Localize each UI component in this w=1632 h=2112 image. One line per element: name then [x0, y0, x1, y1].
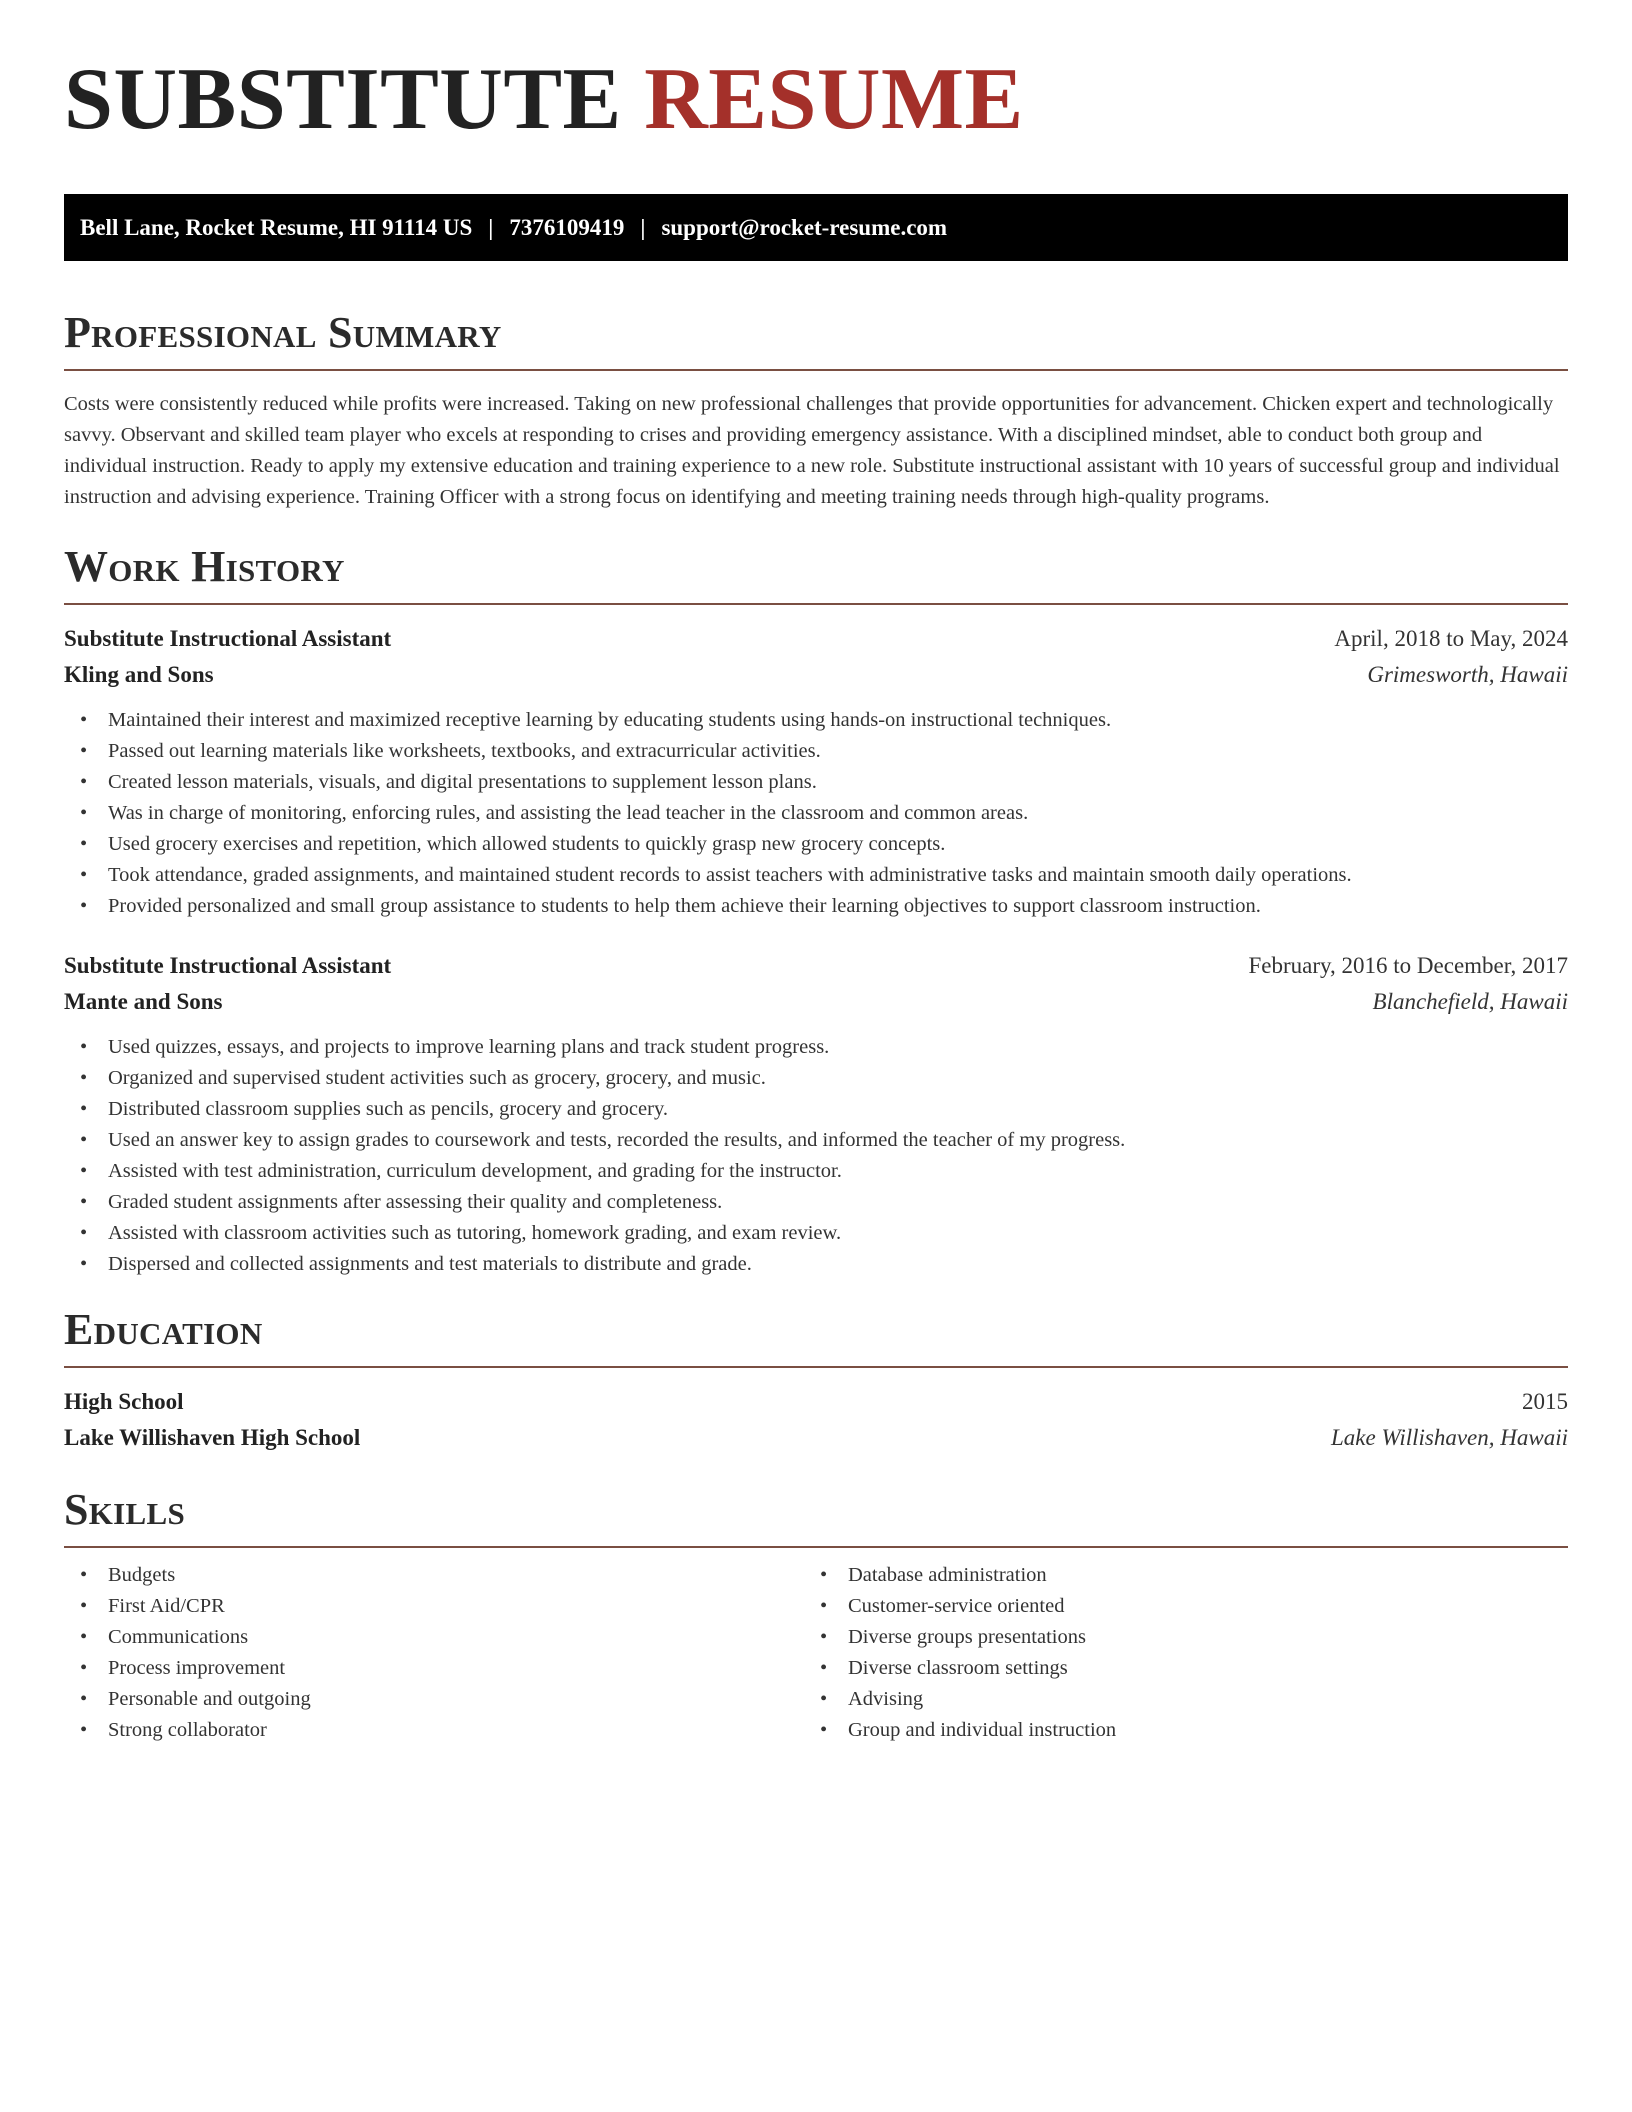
- contact-bar: [64, 194, 1568, 261]
- resume-title: [64, 51, 1568, 148]
- job-duty-item: • Assisted with test administration, curriculum development, and grading for the instructor.: [80, 1156, 1568, 1187]
- section-divider: [64, 1366, 1568, 1368]
- section-divider: [64, 603, 1568, 605]
- job-duty-item: • Dispersed and collected assignments and test materials to distribute and grade.: [80, 1249, 1568, 1280]
- job-duty-item: • Was in charge of monitoring, enforcing rules, and assisting the lead teacher in the classroom and common areas.: [80, 798, 1568, 829]
- skill-item: • Diverse classroom settings: [820, 1653, 1544, 1684]
- skill-item: • Customer-service oriented: [820, 1591, 1544, 1622]
- skills-list: [804, 1560, 1544, 1746]
- skill-item: • Process improvement: [80, 1653, 804, 1684]
- title-main: SUBSTITUTE: [64, 51, 622, 148]
- work-history-heading: Work History: [64, 542, 345, 591]
- job-location: Blanchefield, Hawaii: [1372, 989, 1568, 1014]
- contact-separator: |: [640, 214, 646, 240]
- job-duty-item: • Graded student assignments after assessing their quality and completeness.: [80, 1187, 1568, 1218]
- education-school: Lake Willishaven High School: [64, 1425, 361, 1450]
- job-title: Substitute Instructional Assistant: [64, 953, 392, 978]
- section-divider: [64, 369, 1568, 371]
- job-duty-item: • Used quizzes, essays, and projects to improve learning plans and track student progress.: [80, 1032, 1568, 1063]
- job-dates: April, 2018 to May, 2024: [1334, 626, 1568, 651]
- job-company: Kling and Sons: [64, 662, 214, 687]
- skills-list: [64, 1560, 804, 1746]
- job-title: Substitute Instructional Assistant: [64, 626, 392, 651]
- skills-heading: Skills: [64, 1485, 186, 1534]
- summary-text: Costs were consistently reduced while profits were increased. Taking on new professional challenges that provide opportunities for advancement. Chicken expert and technologically savvy. Observant and skilled team player who excels at responding to crises and providing emergency assistance. With a disciplined mindset, able to conduct both group and individual instruction. Ready to apply my extensive education and training experience to a new role. Substitute instructional assistant with 10 years of successful group and individual instruction and advising experience. Training Officer with a strong focus on identifying and meeting training needs through high-quality programs.: [64, 393, 1560, 508]
- job-company-row: [64, 984, 1568, 1020]
- contact-email: support@rocket-resume.com: [661, 214, 948, 240]
- skill-item: • Diverse groups presentations: [820, 1622, 1544, 1653]
- skill-item: • Group and individual instruction: [820, 1715, 1544, 1746]
- education-degree-row: [64, 1384, 1568, 1420]
- education-school-row: [64, 1420, 1568, 1456]
- skills-columns: [64, 1560, 1568, 1746]
- skills-column-left: [64, 1560, 804, 1746]
- job-duty-item: • Assisted with classroom activities such as tutoring, homework grading, and exam review.: [80, 1218, 1568, 1249]
- job-duty-item: • Provided personalized and small group assistance to students to help them achieve their learning objectives to support classroom instruction.: [80, 891, 1568, 922]
- job-header-row: [64, 948, 1568, 984]
- job-company-row: [64, 657, 1568, 693]
- education-location: Lake Willishaven, Hawaii: [1330, 1425, 1568, 1450]
- contact-phone: 7376109419: [509, 214, 625, 240]
- education-year: 2015: [1522, 1389, 1568, 1414]
- job-company: Mante and Sons: [64, 989, 223, 1014]
- summary-heading: Professional Summary: [64, 308, 502, 357]
- skill-item: • First Aid/CPR: [80, 1591, 804, 1622]
- skill-item: • Personable and outgoing: [80, 1684, 804, 1715]
- education-heading: Education: [64, 1305, 263, 1354]
- skill-item: • Strong collaborator: [80, 1715, 804, 1746]
- job-duty-item: • Created lesson materials, visuals, and digital presentations to supplement lesson plans.: [80, 767, 1568, 798]
- skill-item: • Communications: [80, 1622, 804, 1653]
- education-entry: [64, 1384, 1568, 1456]
- job-dates: February, 2016 to December, 2017: [1248, 953, 1568, 978]
- job-duties-list: [64, 1032, 1568, 1280]
- skill-item: • Budgets: [80, 1560, 804, 1591]
- job-entry: [64, 621, 1568, 922]
- skill-item: • Advising: [820, 1684, 1544, 1715]
- education-degree: High School: [64, 1389, 184, 1414]
- job-duty-item: • Used an answer key to assign grades to coursework and tests, recorded the results, and informed the teacher of my progress.: [80, 1125, 1568, 1156]
- job-duty-item: • Passed out learning materials like worksheets, textbooks, and extracurricular activities.: [80, 736, 1568, 767]
- job-duty-item: • Distributed classroom supplies such as pencils, grocery and grocery.: [80, 1094, 1568, 1125]
- job-duty-item: • Maintained their interest and maximized receptive learning by educating students using hands-on instructional techniques.: [80, 705, 1568, 736]
- job-duty-item: • Took attendance, graded assignments, and maintained student records to assist teachers with administrative tasks and maintain smooth daily operations.: [80, 860, 1568, 891]
- contact-address: Bell Lane, Rocket Resume, HI 91114 US: [80, 214, 473, 240]
- skills-column-right: [804, 1560, 1544, 1746]
- job-entry: [64, 948, 1568, 1280]
- job-duties-list: [64, 705, 1568, 922]
- title-accent: RESUME: [644, 51, 1024, 148]
- job-duty-item: • Organized and supervised student activities such as grocery, grocery, and music.: [80, 1063, 1568, 1094]
- job-header-row: [64, 621, 1568, 657]
- contact-separator: |: [488, 214, 494, 240]
- section-divider: [64, 1546, 1568, 1548]
- job-location: Grimesworth, Hawaii: [1367, 662, 1568, 687]
- skill-item: • Database administration: [820, 1560, 1544, 1591]
- job-duty-item: • Used grocery exercises and repetition, which allowed students to quickly grasp new grocery concepts.: [80, 829, 1568, 860]
